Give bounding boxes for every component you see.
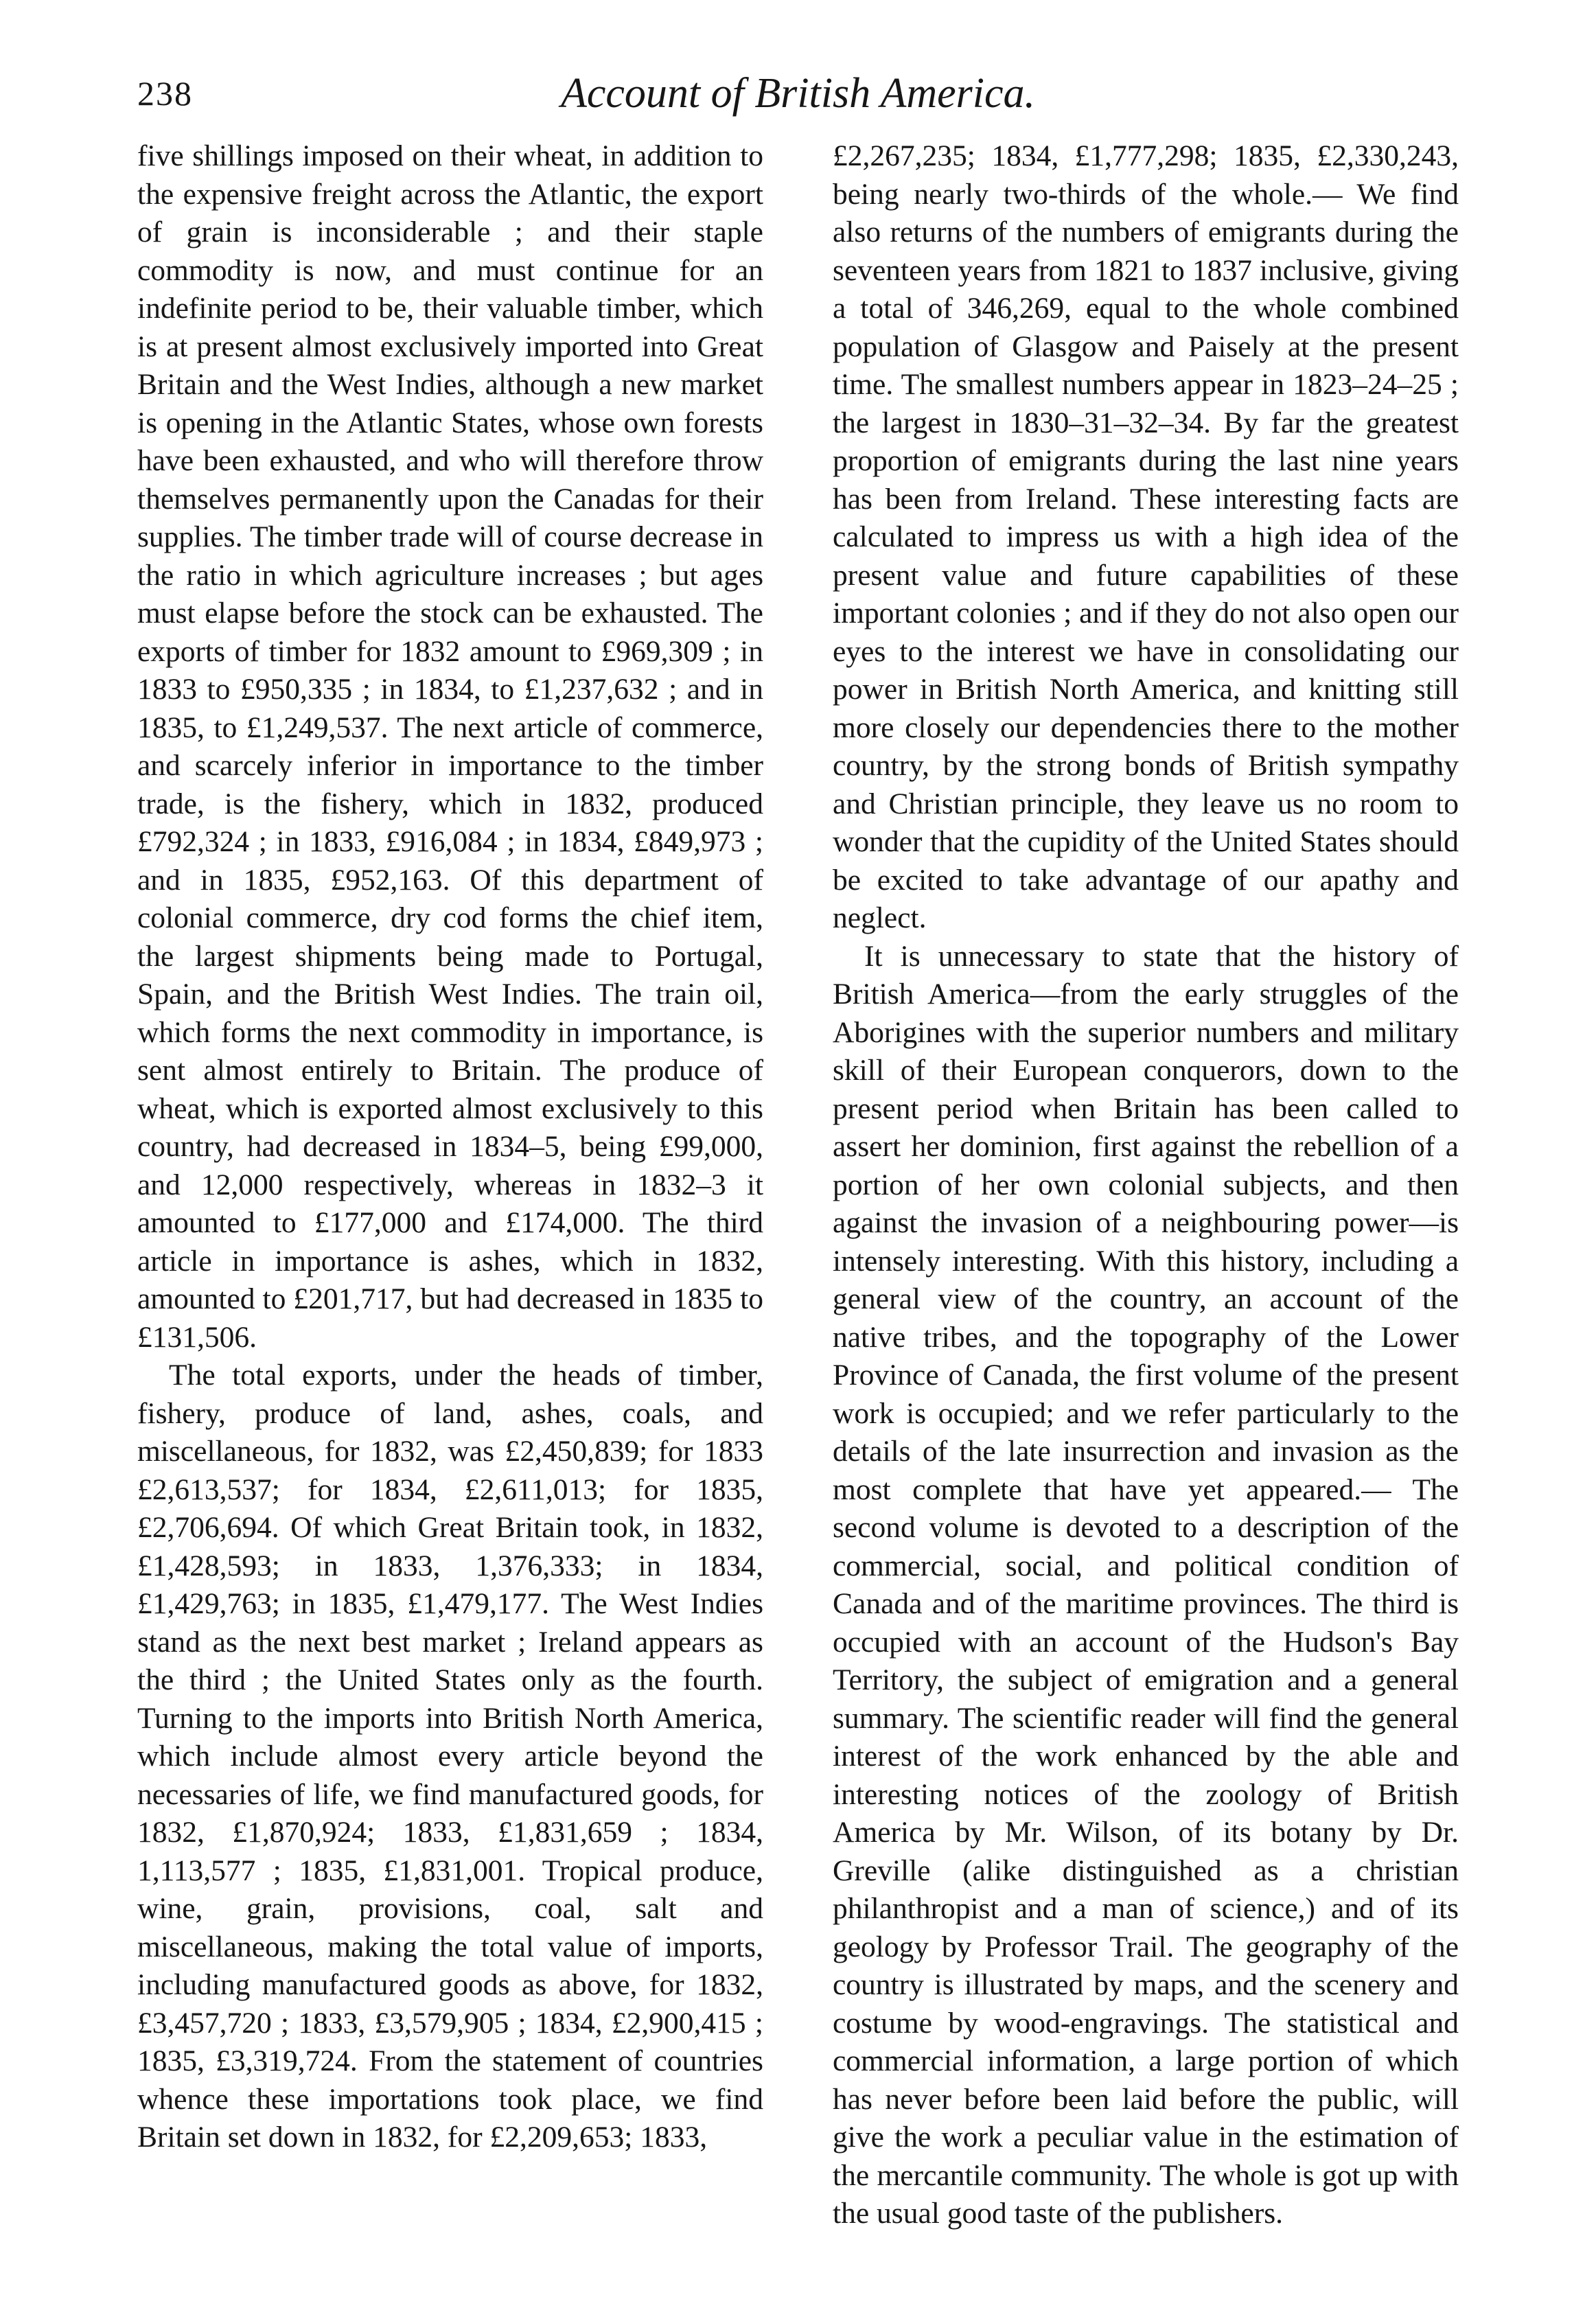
paragraph: five shillings imposed on their wheat, in addition to the expensive freight across the Atlantic, the export of grain is inconsiderable ; and their staple commodity is now, and must continue for an indefinite period to be, their valuable timber, which is at present almost exclusively imported into Great Britain and the West Indies, although a new market is opening in the Atlantic States, whose own forests have been exhausted, and who will therefore throw themselves permanently upon the Canadas for their supplies. The timber trade will of course decrease in the ratio in which agriculture increases ; but ages must elapse before the stock can be exhausted. The exports of timber for 1832 amount to £969,309 ; in 1833 to £950,335 ; in 1834, to £1,237,632 ; and in 1835, to £1,249,537. The next article of commerce, and scarcely inferior in importance to the timber trade, is the fishery, which in 1832, produced £792,324 ; in 1833, £916,084 ; in 1834, £849,973 ; and in 1835, £952,163. Of this department of colonial commerce, dry cod forms the chief item, the largest shipments being made to Portugal, Spain, and the British West Indies. The train oil, which forms the next commodity in importance, is sent almost entirely to Britain. The produce of wheat, which is exported almost exclusively to this country, had decreased in 1834–5, being £99,000, and 12,000 respectively, whereas in 1832–3 it amounted to £177,000 and £174,000. The third article in importance is ashes, which in 1832, amounted to £201,717, but had decreased in 1835 to £131,506.: [137, 139, 763, 1354]
page-number: 238: [137, 74, 193, 113]
text-columns: [137, 137, 1459, 2230]
page-header: [137, 69, 1459, 130]
paragraph: The total exports, under the heads of timber, fishery, produce of land, ashes, coals, and miscellaneous, for 1832, was £2,450,839; for 1833 £2,613,537; for 1834, £2,611,013; for 1835, £2,706,694. Of which Great Britain took, in 1832, £1,428,593; in 1833, 1,376,333; in 1834, £1,429,763; in 1835, £1,479,177. The West Indies stand as the next best market ; Ireland appears as the third ; the United States only as the fourth. Turning to the imports into British North America, which include almost every article beyond the necessaries of life, we find manufactured goods, for 1832, £1,870,924; 1833, £1,831,659 ; 1834, 1,113,577 ; 1835, £1,831,001. Tropical produce, wine, grain, provisions, coal, salt and miscellaneous, making the total value of imports, including manufactured goods as above, for 1832, £3,457,720 ; 1833, £3,579,905 ; 1834, £2,900,415 ; 1835, £3,319,724. From the statement of countries whence these importations took place, we find Britain set down in 1832, for £2,209,653; 1833,: [137, 1359, 763, 2154]
running-head: Account of British America.: [560, 70, 1036, 117]
left-column: [137, 137, 763, 2169]
paragraph: £2,267,235; 1834, £1,777,298; 1835, £2,330,243, being nearly two-thirds of the whole.— We find also returns of the numbers of emigrants during the seventeen years from 1821 to 1837 inclusive, giving a total of 346,269, equal to the whole combined population of Glasgow and Paisely at the present time. The smallest numbers appear in 1823–24–25 ; the largest in 1830–31–32–34. By far the greatest proportion of emigrants during the last nine years has been from Ireland. These interesting facts are calculated to impress us with a high idea of the present value and future capabilities of these important colonies ; and if they do not also open our eyes to the interest we have in consolidating our power in British North America, and knitting still more closely our dependencies there to the mother country, by the strong bonds of British sympathy and Christian principle, they leave us no room to wonder that the cupidity of the United States should be excited to take advantage of our apathy and neglect.: [833, 139, 1459, 934]
paragraph: It is unnecessary to state that the history of British America—from the early struggles of the Aborigines with the superior numbers and military skill of their European conquerors, down to the present period when Britain has been called to assert her dominion, first against the rebellion of a portion of her own colonial subjects, and then against the invasion of a neighbouring power—is intensely interesting. With this history, including a general view of the country, an account of the native tribes, and the topography of the Lower Province of Canada, the first volume of the present work is occupied; and we refer particularly to the details of the late insurrection and invasion as the most complete that have yet appeared.— The second volume is devoted to a description of the commercial, social, and political condition of Canada and of the maritime provinces. The third is occupied with an account of the Hudson's Bay Territory, the subject of emigration and a general summary. The scientific reader will find the general interest of the work enhanced by the able and interesting notices of the zoology of British America by Mr. Wilson, of its botany by Dr. Greville (alike distinguished as a christian philanthropist and a man of science,) and of its geology by Professor Trail. The geography of the country is illustrated by maps, and the scenery and costume by wood-engravings. The statistical and commercial information, a large portion of which has never before been laid before the public, will give the work a peculiar value in the estimation of the mercantile community. The whole is got up with the usual good taste of the publishers.: [833, 939, 1459, 2230]
right-column: [833, 137, 1459, 2230]
